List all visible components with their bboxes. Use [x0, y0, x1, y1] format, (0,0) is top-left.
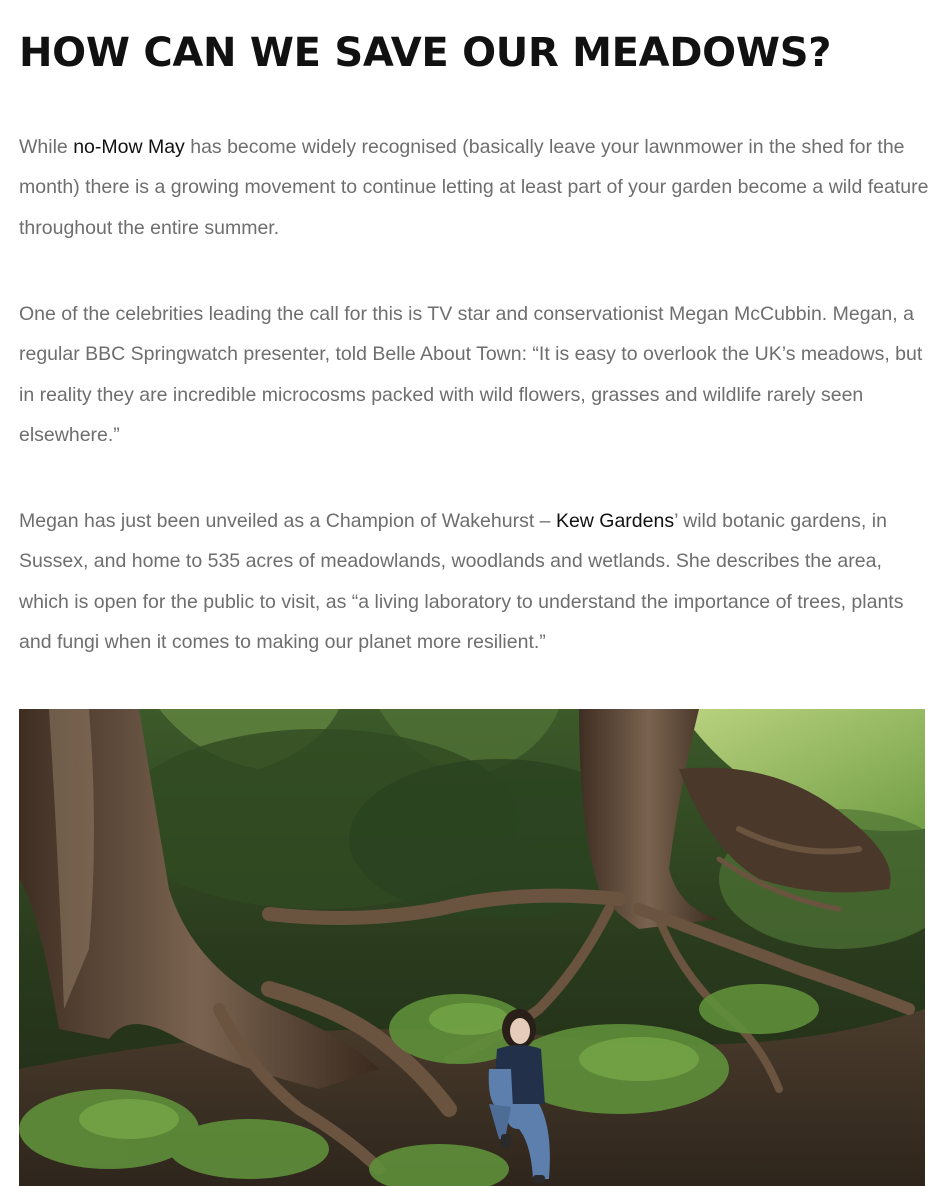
- woodland-photo-illustration: [19, 709, 925, 1186]
- article-photo: [19, 709, 925, 1186]
- kew-gardens-link[interactable]: Kew Gardens: [555, 510, 675, 532]
- paragraph-text: One of the celebrities leading the call for this is TV star and conservationist Megan McCubbin. Megan, a regular BBC Springwatch presenter, told Belle About Town: “It is easy to overlook the UK’s meadows, but in reality they are incredible microcosms packed with wild flowers, grasses and wildlife rarely seen elsewhere.”: [19, 303, 923, 447]
- paragraph-text: has become widely recognised (basically leave your lawnmower in the shed for the month) there is a growing movement to continue letting at least part of your garden become a wild feature throughout the entire summer.: [19, 136, 929, 239]
- no-mow-may-link[interactable]: no-Mow May: [73, 136, 185, 158]
- paragraph-no-mow-may: [19, 127, 931, 248]
- article-heading: HOW CAN WE SAVE OUR MEADOWS?: [19, 30, 832, 76]
- paragraph-text: While: [19, 136, 74, 158]
- paragraph-text: ’ wild botanic gardens, in Sussex, and home to 535 acres of meadowlands, woodlands and wetlands. She describes the area, which is open for the public to visit, as “a living laboratory to understand the importance of trees, plants and fungi when it comes to making our planet more resilient.”: [19, 510, 904, 654]
- paragraph-text: Megan has just been unveiled as a Champion of Wakehurst –: [19, 510, 556, 532]
- paragraph-wakehurst: [19, 501, 931, 663]
- paragraph-megan-quote: [19, 294, 931, 456]
